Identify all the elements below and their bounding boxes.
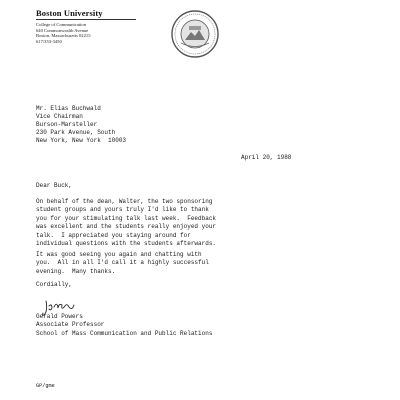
college-name: College of Communication xyxy=(36,22,87,27)
body-paragraph-2 xyxy=(36,251,336,276)
typist-initials: GP/gme xyxy=(36,383,55,389)
body-line: individual questions with the students afterwards. xyxy=(36,240,217,248)
body-line: was excellent and the students really enjoyed your xyxy=(36,223,217,231)
recipient-street: 230 Park Avenue, South xyxy=(36,129,116,136)
signer-title: Associate Professor xyxy=(36,321,105,329)
body-line: you for your stimulating talk last week. Feedback xyxy=(36,214,217,222)
letterhead xyxy=(36,8,103,18)
body-line: student groups and yours truly I'd like to thank xyxy=(36,206,209,214)
university-seal-icon xyxy=(171,10,219,58)
recipient-name: Mr. Elias Buchwald xyxy=(36,105,101,112)
college-city: Boston, Massachusetts 02215 xyxy=(36,33,91,39)
signer-department: School of Mass Communication and Public Relations xyxy=(36,329,213,337)
salutation: Dear Buck, xyxy=(36,182,73,189)
body-line: talk. I appreciated you staying around for xyxy=(36,231,191,239)
body-line: On behalf of the dean, Walter, the two sponsoring xyxy=(36,198,213,205)
institution-name: Boston University xyxy=(36,8,103,18)
letter-date: April 20, 1988 xyxy=(241,154,292,161)
letterhead-rule xyxy=(36,19,136,20)
recipient-address xyxy=(36,105,126,145)
body-paragraph-1 xyxy=(36,198,336,248)
recipient-title: Vice Chairman xyxy=(36,113,83,120)
recipient-company: Burson-Marsteller xyxy=(36,121,98,128)
body-line: you. All in all I'd call it a highly successful xyxy=(36,259,209,267)
letterhead-address xyxy=(36,22,91,44)
signature-block xyxy=(36,313,212,338)
body-line: It was good seeing you again and chatting with xyxy=(36,251,202,258)
closing: Cordially, xyxy=(36,281,73,288)
signer-name: Gerald Powers xyxy=(36,313,83,320)
college-phone: 617/353-3450 xyxy=(36,38,62,44)
body-line: evening. Many thanks. xyxy=(36,267,116,275)
college-street: 640 Commonwealth Avenue xyxy=(36,27,89,33)
recipient-city: New York, New York 10003 xyxy=(36,137,127,144)
